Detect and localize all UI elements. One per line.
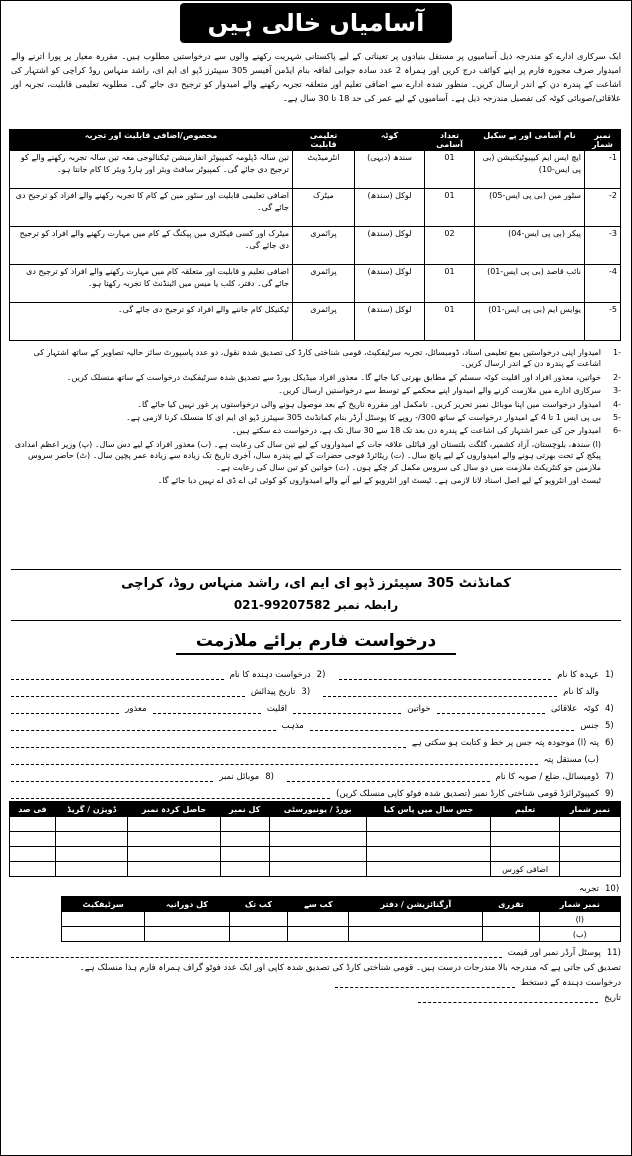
table-row[interactable] <box>62 927 621 942</box>
edu-header: کل نمبر <box>220 802 269 817</box>
exp-header: تقرری <box>483 897 539 912</box>
edu-header: حاصل کردہ نمبر <box>128 802 220 817</box>
job-remarks: میٹرک اور کسی فیکٹری میں پیکنگ کے کام میں مہارت رکھنے والے افراد کو ترجیح دی جائے گی۔ <box>10 227 293 265</box>
jobs-header-education: تعلیمی قابلیت <box>293 130 355 151</box>
label-quota: کوٹہ <box>583 704 599 714</box>
jobs-header-vacancies: تعداد آسامی <box>425 130 475 151</box>
job-vacancies: 01 <box>425 189 475 227</box>
jobs-header-row <box>10 130 621 151</box>
form-row-6: (6 پتہ (ا) موجودہ پتہ جس پر خط و کتابت ہو سکتی ہے <box>11 731 621 748</box>
label-permanent-address: (ب) مستقل پتہ <box>543 755 599 765</box>
form-row-4: (4 کوٹہ علاقائی خواتین اقلیت معذور <box>11 697 621 714</box>
job-name: سٹور مین (بی پی ایس-05) <box>475 189 585 227</box>
table-row[interactable] <box>62 912 621 927</box>
form-row-father: والد کا نام (3 تاریخ پیدائش <box>11 680 621 697</box>
form-row-10: (10 تجربہ <box>579 884 620 894</box>
form-footer <box>1 942 631 1010</box>
note-text: امیدوار اپنی درخواستیں بمع تعلیمی اسناد، ڈومیسائل، تجربہ سرٹیفکیٹ، قومی شناختی کارڈ کی تصدیق شدہ نقول، دو عدد پاسپورٹ سائز حالیہ تصاویر کے ساتھ اشتہار کی اشاعت کے پندرہ دن کے اندر ارسال کریں۔ <box>33 348 601 369</box>
label-disabled: معذور <box>125 704 147 714</box>
regional-field[interactable] <box>437 702 545 714</box>
label-minority: اقلیت <box>266 704 287 714</box>
label-postal-order: پوسٹل آرڈر نمبر اور قیمت <box>507 948 601 958</box>
exp-header: سرٹیفکیٹ <box>62 897 145 912</box>
date-row <box>11 991 621 1006</box>
form-row-6b <box>11 748 621 765</box>
label-gender: جنس <box>580 721 599 731</box>
table-row[interactable] <box>10 862 621 877</box>
edu-header: تعلیم <box>491 802 560 817</box>
job-name: پیکر (بی پی ایس-04) <box>475 227 585 265</box>
job-education: پرائمری <box>293 227 355 265</box>
experience-header-row <box>62 897 621 912</box>
edu-header: بورڈ / یونیورسٹی <box>269 802 366 817</box>
note-item <box>11 385 621 396</box>
job-name: یوایس ایم (بی پی ایس-01) <box>475 303 585 341</box>
edu-header: جس سال میں پاس کیا <box>366 802 491 817</box>
form-row-9: (9 کمپیوٹرائزڈ قومی شناختی کارڈ نمبر (تصدیق شدہ فوٹو کاپی منسلک کریں) <box>11 782 621 799</box>
form-row-1: (1 عہدہ کا نام (2 درخواست دہندہ کا نام <box>11 663 621 680</box>
label-regional: علاقائی <box>550 704 578 714</box>
label-post-name: عہدہ کا نام <box>557 670 599 680</box>
note-item <box>11 399 621 410</box>
cnic-field[interactable] <box>11 787 330 799</box>
note-item <box>11 425 621 436</box>
exp-header: کب سے <box>288 897 349 912</box>
experience-table <box>61 896 621 942</box>
job-education: پرائمری <box>293 265 355 303</box>
father-name-field[interactable] <box>323 685 557 697</box>
religion-field[interactable] <box>11 719 276 731</box>
current-address-field[interactable] <box>11 736 406 748</box>
label-religion: مذہب <box>281 721 304 731</box>
note-text: (ا) سندھ، بلوچستان، آزاد کشمیر، گلگت بلتستان اور قبائلی علاقہ جات کے امیدواروں کے لیے تین سال کی رعایت ہے۔ (ب) معذور افراد کے لیے دس سال۔ (پ) وزیر اعظم امدادی پیکج کے تحت بھرتی ہونے والے امیدواروں کے لیے پانچ سال۔ (ت) ریٹائرڈ فوجی حضرات کے لیے پندرہ سال، آخری تاریخ تک زیادہ سے زیادہ عمر پچپن سال۔ (ٹ) حاضر سروس ملازمین جو کنٹریکٹ ملازمت میں دو سال کی سروس مکمل کر چکے ہوں۔ (ث) خواتین کو تین سال کی رعایت ہے۔ <box>14 439 601 472</box>
note-number: -6 <box>613 426 621 436</box>
application-form <box>1 663 631 799</box>
note-item <box>11 439 621 473</box>
job-quota: سندھ (دیہی) <box>355 151 425 189</box>
note-item <box>11 475 621 486</box>
form-title-bar <box>1 621 631 663</box>
permanent-address-field[interactable] <box>11 753 538 765</box>
exp-header: کب تک <box>229 897 288 912</box>
note-number: -1 <box>613 348 621 357</box>
note-item <box>11 372 621 383</box>
table-row <box>10 227 621 265</box>
note-number: -2 <box>613 372 621 382</box>
disabled-field[interactable] <box>11 702 119 714</box>
dob-field[interactable] <box>11 685 245 697</box>
label-applicant-name: درخواست دہندہ کا نام <box>229 670 311 680</box>
note-text: بی پی ایس 1 تا 4 کے امیدوار درخواست کے ساتھ 300/- روپے کا پوسٹل آرڈر بنام کمانڈنٹ 305 سپیئرز ڈپو ای ایم ای کا منسلک کرنا لازمی ہے۔ <box>126 413 601 423</box>
job-vacancies: 01 <box>425 265 475 303</box>
table-row[interactable] <box>10 847 621 862</box>
date-field[interactable] <box>418 991 598 1003</box>
jobs-header-remarks: مخصوص/اضافی قابلیت اور تجربہ <box>10 130 293 151</box>
exp-row-label: (ب) <box>539 927 620 942</box>
gender-field[interactable] <box>310 719 575 731</box>
signature-row <box>11 976 621 991</box>
phone-number: 021-99207582 <box>233 598 331 612</box>
page-title: آسامیاں خالی ہیں <box>180 3 453 43</box>
jobs-header-quota: کوٹہ <box>355 130 425 151</box>
applicant-name-field[interactable] <box>11 668 224 680</box>
job-remarks: ٹیکنیکل کام جاننے والے افراد کو ترجیح دی جائے گی۔ <box>10 303 293 341</box>
job-education: میٹرک <box>293 189 355 227</box>
mobile-field[interactable] <box>11 770 213 782</box>
note-number: -4 <box>613 399 621 409</box>
intro-paragraph: ایک سرکاری ادارے کو مندرجہ ذیل آسامیوں پر مستقل بنیادوں پر تعیناتی کے لیے پاکستانی شہریت رکھنے والوں سے درخواستیں مطلوب ہیں۔ مقررہ معیار پر پورا اترنے والے امیدوار صرف مجوزہ فارم پر اپنے کوائف درج کریں اور ہمراہ 2 عدد سادہ جوابی لفافہ بنام ایڈمن آفیسر 305 سپیئرز ڈپو ای ایم ای، راشد منہاس روڈ کراچی کو اشتہار کی اشاعت کے پندرہ دن کے اندر ارسال کریں۔ منظور شدہ ادارے سے اضافی تعلیم اور متعلقہ تجربہ رکھنے والے امیدوار کو ترجیح دی جائے گی۔ مطلوبہ تعلیمی قابلیت، تجربہ اور علاقائی/صوبائی کوٹہ کی تفصیل مندرجہ ذیل ہے۔ آسامیوں کے لیے عمر کی حد 18 تا 30 سال ہے۔ <box>11 51 622 103</box>
women-field[interactable] <box>293 702 401 714</box>
label-current-address: پتہ (ا) موجودہ پتہ جس پر خط و کتابت ہو سکتی ہے <box>411 738 599 748</box>
note-number: -3 <box>613 386 621 396</box>
form-row-5: (5 جنس مذہب <box>11 714 621 731</box>
note-text: ٹیسٹ اور انٹرویو کے لیے اصل اسناد لانا لازمی ہے۔ ٹیسٹ اور انٹرویو کے لیے آنے والے امیدواروں کو کوئی ٹی اے ڈی اے نہیں دیا جائے گا۔ <box>157 476 601 486</box>
label-cnic: کمپیوٹرائزڈ قومی شناختی کارڈ نمبر (تصدیق شدہ فوٹو کاپی منسلک کریں) <box>336 789 599 799</box>
declaration-text: تصدیق کی جاتی ہے کہ مندرجہ بالا مندرجات درست ہیں۔ قومی شناختی کارڈ کی تصدیق شدہ کاپی اور ایک عدد فوٹو گراف ہمراہ فارم ہذا منسلک ہے۔ <box>79 963 621 973</box>
job-name: ایچ ایس ایم کیپیوٹیکنیشن (بی پی ایس-10) <box>475 151 585 189</box>
label-date: تاریخ <box>604 993 621 1003</box>
note-text: خواتین، معذور افراد اور اقلیت کوٹہ سسٹم کے مطابق بھرتی کیا جائے گا۔ معذور افراد میڈیکل بورڈ سے تصدیق شدہ سرٹیفکیٹ درخواست کے ساتھ منسلک کریں۔ <box>66 372 601 382</box>
jobs-header-name: نام آسامی اور پے سکیل <box>475 130 585 151</box>
table-row[interactable] <box>10 832 621 847</box>
table-row <box>10 303 621 341</box>
experience-section <box>1 877 631 894</box>
table-row <box>10 265 621 303</box>
address-box <box>11 569 621 621</box>
exp-header: کل دورانیہ <box>145 897 229 912</box>
extra-course-label: اضافی کورس <box>491 862 560 877</box>
domicile-field[interactable] <box>287 770 489 782</box>
job-remarks: اضافی تعلیم و قابلیت اور متعلقہ کام میں مہارت رکھنے والے افراد کو ترجیح دی جائے گی۔ دفتر، کلب یا میس میں اٹینڈنٹ کا تجربہ رکھتا ہو۔ <box>10 265 293 303</box>
job-vacancies: 01 <box>425 151 475 189</box>
job-sn: 3- <box>585 227 621 265</box>
job-remarks: اضافی تعلیمی قابلیت اور سٹور مین کے کام کا تجربہ رکھنے والے افراد کو ترجیح دی جائے گی۔ <box>10 189 293 227</box>
label-women: خواتین <box>407 704 431 714</box>
address-line: کمانڈنٹ 305 سپیئرز ڈپو ای ایم ای، راشد منہاس روڈ، کراچی <box>121 576 511 591</box>
note-item <box>11 347 621 370</box>
jobs-header-sn: نمبر شمار <box>585 130 621 151</box>
label-signature: درخواست دہندہ کے دستخط <box>520 978 621 988</box>
job-vacancies: 02 <box>425 227 475 265</box>
phone-label: رابطہ نمبر <box>334 598 399 612</box>
note-text: امیدوار درخواست میں اپنا موبائل نمبر تحریر کریں۔ نامکمل اور مقررہ تاریخ کے بعد موصول ہونے والی درخواستوں پر غور نہیں کیا جائے گا۔ <box>137 399 601 409</box>
job-sn: 5- <box>585 303 621 341</box>
label-domicile: ڈومیسائل، ضلع / صوبہ کا نام <box>495 772 599 782</box>
edu-header: ڈویژن / گریڈ <box>55 802 128 817</box>
label-dob: تاریخ پیدائش <box>250 687 296 697</box>
exp-header: نمبر شمار <box>539 897 620 912</box>
form-row-7: (7 ڈومیسائل، ضلع / صوبہ کا نام (8 موبائل نمبر <box>11 765 621 782</box>
note-number <box>607 439 621 473</box>
job-sn: 2- <box>585 189 621 227</box>
job-quota: لوکل (سندھ) <box>355 303 425 341</box>
job-quota: لوکل (سندھ) <box>355 227 425 265</box>
table-row[interactable] <box>10 817 621 832</box>
job-sn: 4- <box>585 265 621 303</box>
jobs-table <box>9 129 621 341</box>
note-text: سرکاری ادارے میں ملازمت کرنے والے امیدوار اپنے محکمے کے توسط سے درخواستیں ارسال کریں۔ <box>278 386 601 396</box>
job-education: انٹرمیڈیٹ <box>293 151 355 189</box>
job-sn: 1- <box>585 151 621 189</box>
form-title: درخواست فارم برائے ملازمت <box>176 630 456 655</box>
exp-row-label: (ا) <box>539 912 620 927</box>
job-quota: لوکل (سندھ) <box>355 265 425 303</box>
job-name: نائب قاصد (بی پی ایس-01) <box>475 265 585 303</box>
exp-header: آرگنائزیشن / دفتر <box>349 897 483 912</box>
title-bar <box>1 1 631 45</box>
education-header-row <box>10 802 621 817</box>
note-text: امیدوار جن کی عمر اشتہار کی اشاعت کے پندرہ دن بعد تک 18 سے 30 سال تک ہے، درخواست دے سکتے ہیں۔ <box>231 426 601 436</box>
note-number <box>607 475 621 486</box>
job-vacancies: 01 <box>425 303 475 341</box>
form-row-11: (11 پوسٹل آرڈر نمبر اور قیمت <box>11 946 621 961</box>
note-item <box>11 412 621 423</box>
label-father-name: والد کا نام <box>563 687 599 697</box>
notes-section <box>1 341 631 565</box>
postal-order-field[interactable] <box>11 946 502 958</box>
contact-line <box>11 595 621 615</box>
edu-header: نمبر شمار <box>559 802 620 817</box>
label-experience: تجربہ <box>579 884 599 894</box>
table-row <box>10 189 621 227</box>
signature-field[interactable] <box>335 976 515 988</box>
note-number: -5 <box>613 413 621 423</box>
label-mobile: موبائل نمبر <box>219 772 260 782</box>
minority-field[interactable] <box>153 702 261 714</box>
edu-header: فی صد <box>10 802 56 817</box>
job-quota: لوکل (سندھ) <box>355 189 425 227</box>
job-education: پرائمری <box>293 303 355 341</box>
table-row <box>10 151 621 189</box>
post-name-field[interactable] <box>339 668 552 680</box>
education-table <box>9 801 621 877</box>
job-remarks: تین سالہ ڈپلومہ کمپیوٹر انفارمیشن ٹیکنالوجی معہ تین سالہ تجربہ رکھنے والے کو ترجیح دی جائے گی۔ کمپیوٹر سافٹ ویئر اور ہارڈ ویئر کا کام جانتا ہو۔ <box>10 151 293 189</box>
